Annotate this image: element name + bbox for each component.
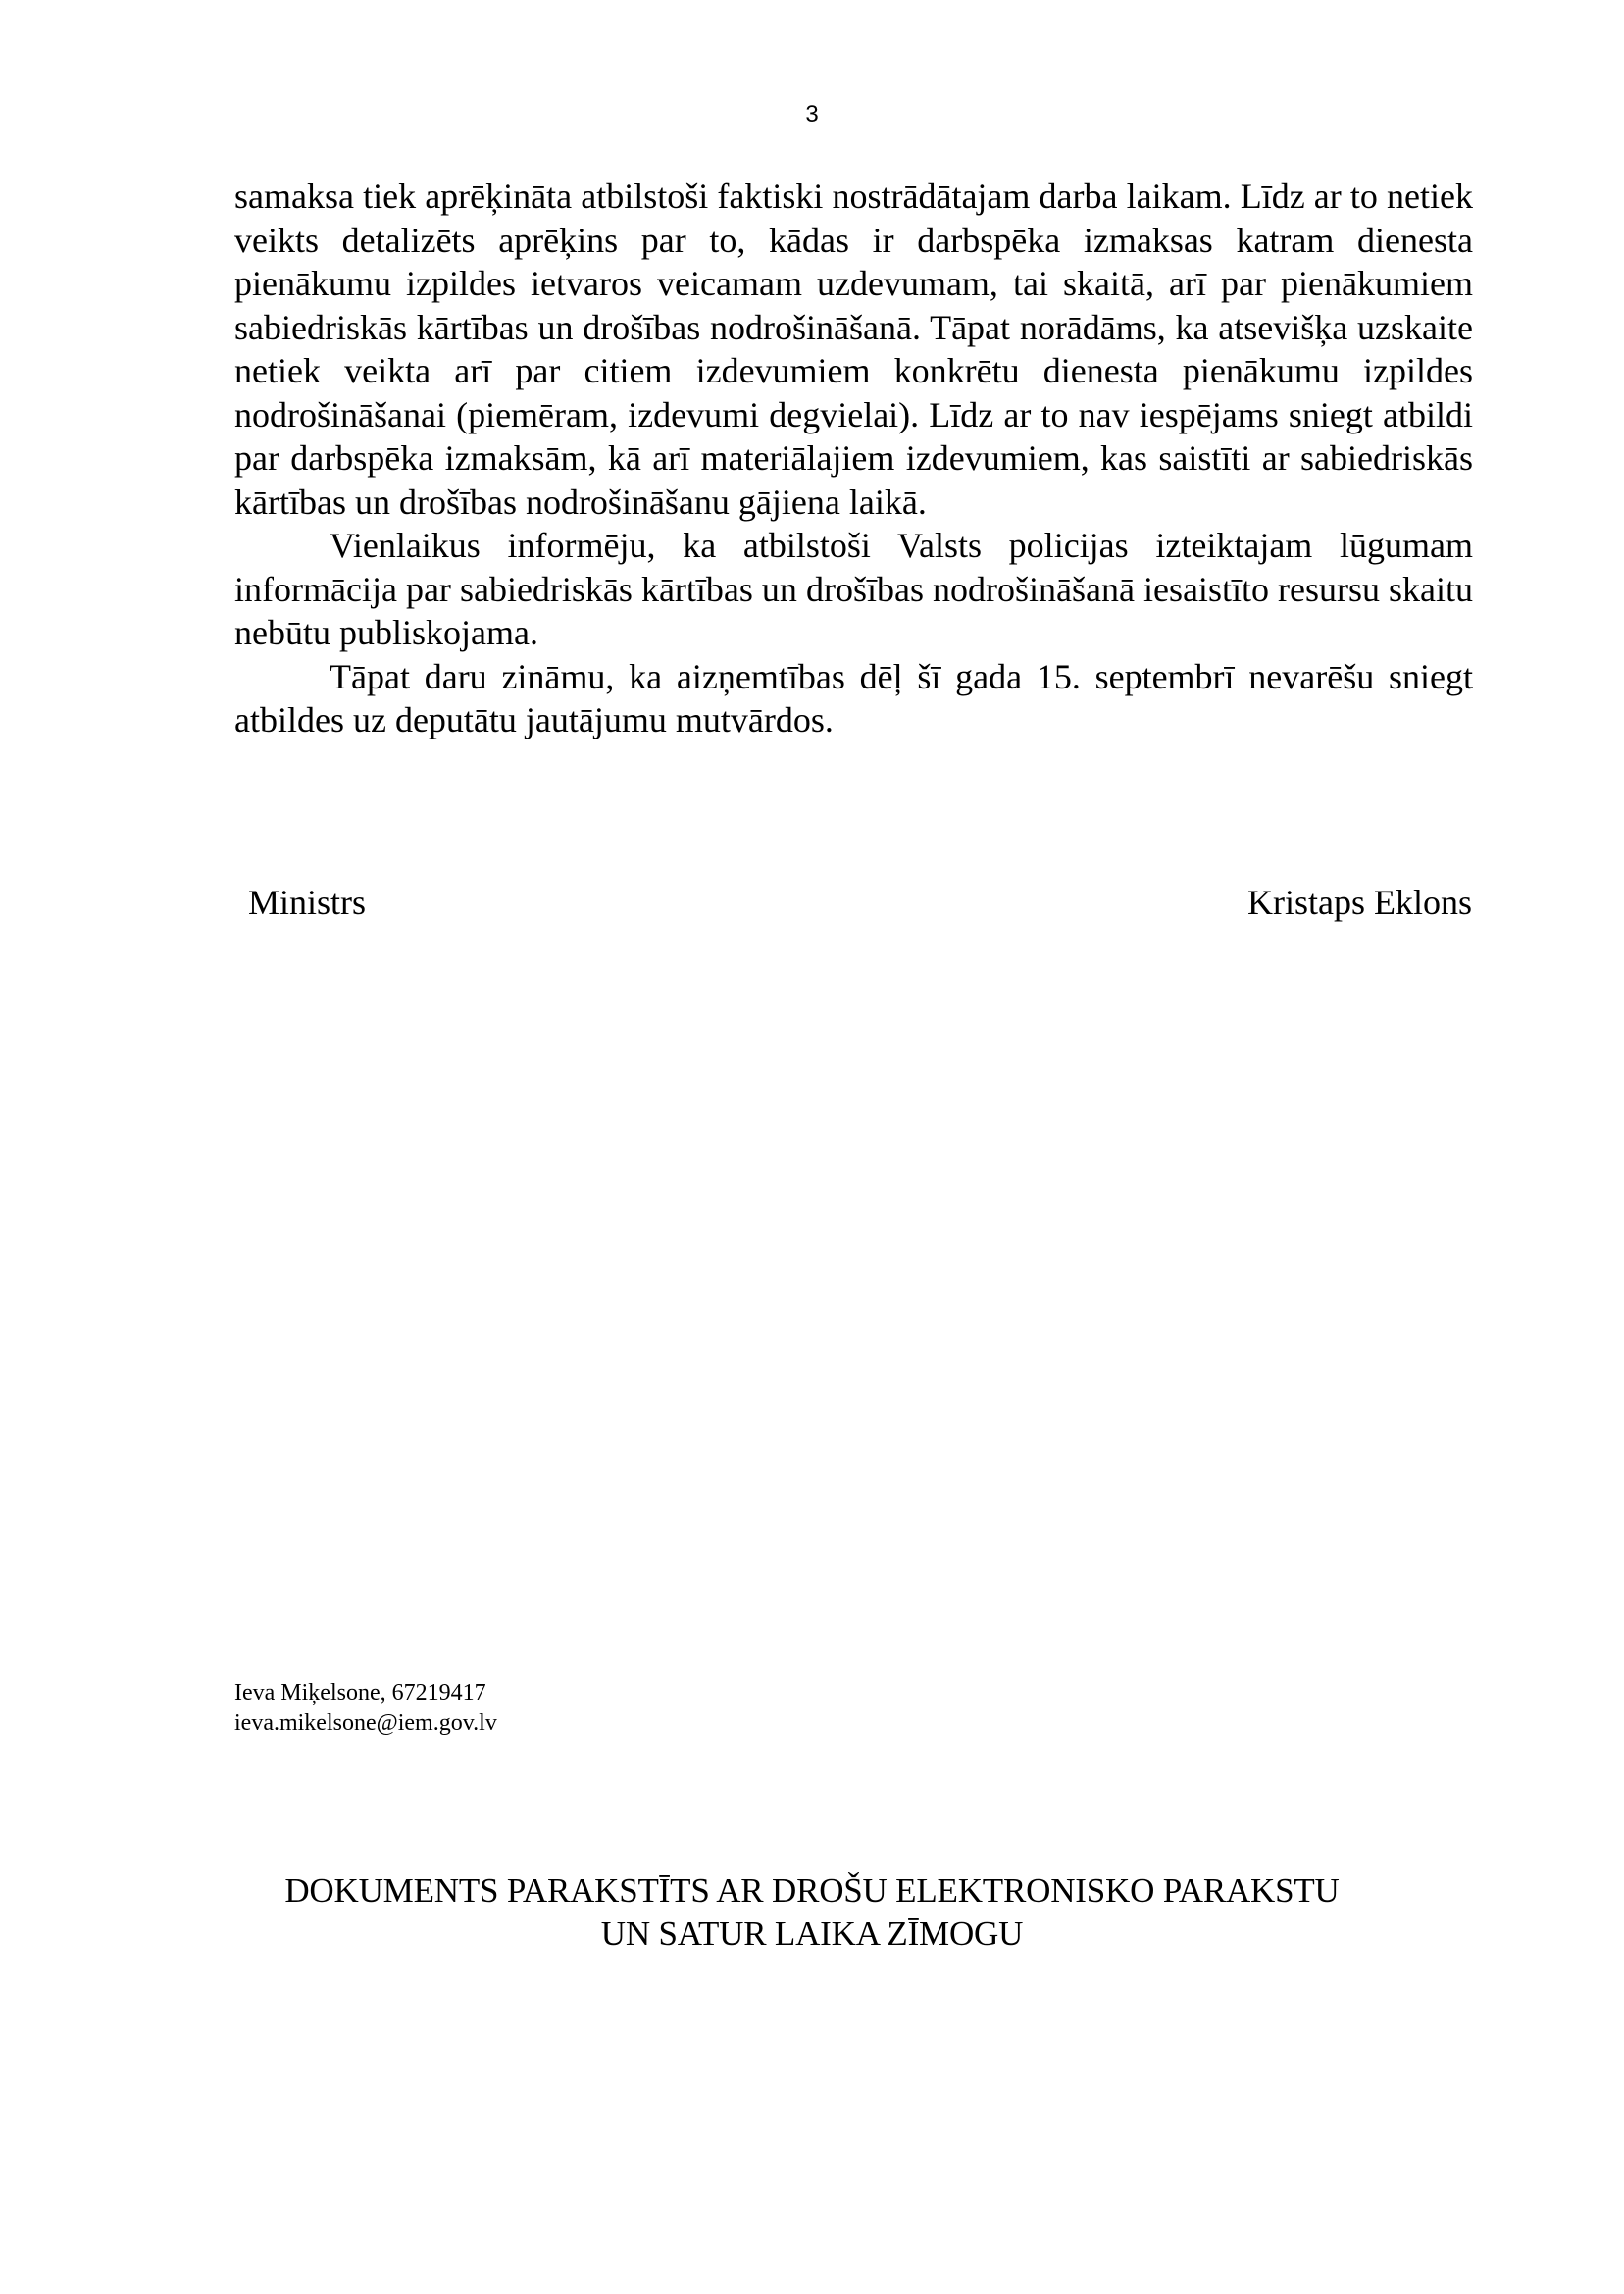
e-signature-notice — [0, 1869, 1624, 1956]
signatory-role: Ministrs — [248, 883, 367, 922]
paragraph-resources: Vienlaikus informēju, ka atbilstoši Valsts policijas izteiktajam lūgumam informācija par sabiedriskās kārtības un drošības nodrošināšanā iesaistīto resursu skaitu nebūtu publiskojama. — [234, 526, 1473, 652]
contact-info — [234, 1678, 497, 1739]
paragraph-oral-answers: Tāpat daru zināmu, ka aizņemtības dēļ šī gada 15. septembrī nevarēšu sniegt atbildes uz deputātu jautājumu mutvārdos. — [234, 656, 1473, 739]
e-signature-notice-line1: DOKUMENTS PARAKSTĪTS AR DROŠU ELEKTRONISKO PARAKSTU — [284, 1871, 1340, 1910]
signature-block — [248, 881, 1472, 924]
e-signature-notice-line2: UN SATUR LAIKA ZĪMOGU — [600, 1914, 1024, 1953]
signatory-name: Kristaps Eklons — [1247, 883, 1472, 922]
letter-body — [234, 175, 1473, 742]
contact-email: ieva.mikelsone@iem.gov.lv — [234, 1710, 497, 1736]
contact-name-phone: Ieva Miķelsone, 67219417 — [234, 1680, 486, 1706]
paragraph-continuation: samaksa tiek aprēķināta atbilstoši faktiski nostrādātajam darba laikam. Līdz ar to netiek veikts detalizēts aprēķins par to, kādas ir darbspēka izmaksas katram dienesta pienākumu izpildes ietvaros veicamam uzdevumam, tai skaitā, arī par pienākumiem sabiedriskās kārtības un drošības nodrošināšanā. Tāpat norādāms, ka atsevišķa uzskaite netiek veikta arī par citiem izdevumiem konkrētu dienesta pienākumu izpildes nodrošināšanai (piemēram, izdevumi degvielai). Līdz ar to nav iespējams sniegt atbildi par darbspēka izmaksām, kā arī materiālajiem izdevumiem, kas saistīti ar sabiedriskās kārtības un drošības nodrošināšanu gājiena laikā. — [234, 177, 1473, 522]
page-number: 3 — [805, 101, 819, 127]
